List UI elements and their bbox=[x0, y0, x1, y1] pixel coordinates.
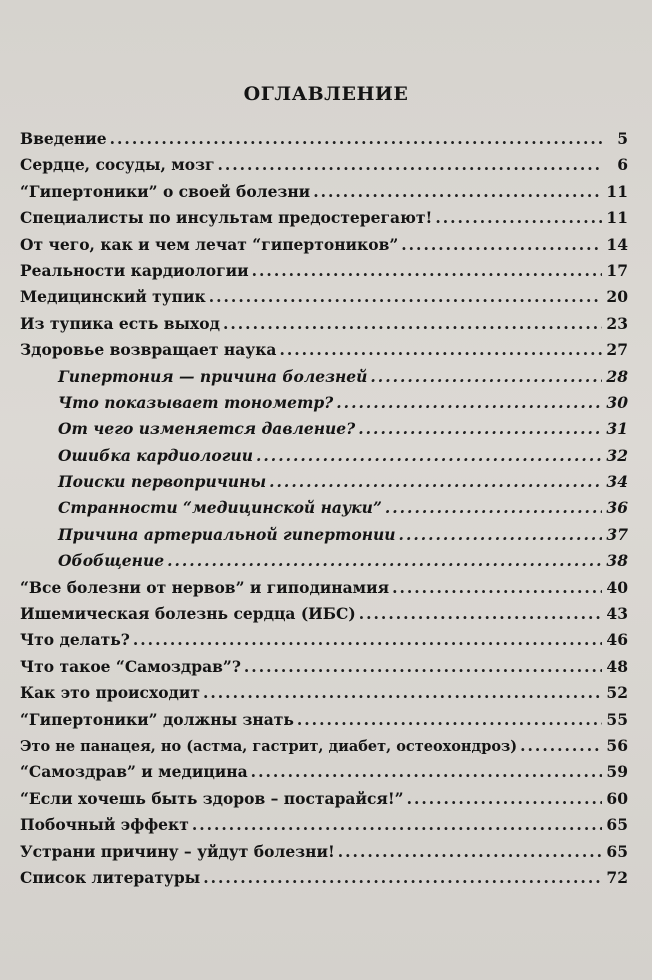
toc-page-number: 27 bbox=[606, 340, 628, 360]
page-title: ОГЛАВЛЕНИЕ bbox=[243, 82, 409, 105]
dot-leader bbox=[435, 208, 602, 227]
dot-leader bbox=[338, 842, 602, 861]
toc-entry-label: Это не панацея, но (астма, гастрит, диабет, остеохондроз) bbox=[20, 737, 518, 755]
dot-leader bbox=[392, 578, 602, 597]
toc-subentry bbox=[20, 367, 628, 393]
toc-entry-label: Ошибка кардиологии bbox=[58, 445, 253, 465]
toc-entry-label: Здоровье возвращает наука bbox=[20, 340, 277, 360]
toc-entry bbox=[20, 129, 628, 155]
toc-entry-label: “Гипертоники” должны знать bbox=[20, 709, 294, 729]
dot-leader bbox=[251, 762, 602, 781]
dot-leader bbox=[192, 815, 602, 834]
toc-page-number: 52 bbox=[606, 683, 628, 703]
dot-leader bbox=[520, 736, 602, 755]
toc-entry-label: Устрани причину – уйдут болезни! bbox=[20, 841, 335, 861]
toc-page-number: 36 bbox=[606, 498, 628, 518]
toc-page-number: 34 bbox=[606, 472, 628, 492]
toc-entry-label: От чего изменяется давление? bbox=[58, 419, 356, 439]
dot-leader bbox=[359, 604, 602, 623]
toc-entry bbox=[20, 762, 628, 788]
toc-page-number: 23 bbox=[606, 313, 628, 333]
dot-leader bbox=[209, 287, 602, 306]
toc-page-number: 65 bbox=[606, 841, 628, 861]
toc-entry-label: Причина артериальной гипертонии bbox=[58, 524, 396, 544]
dot-leader bbox=[252, 261, 602, 280]
toc-subentry bbox=[20, 498, 628, 524]
toc-entry bbox=[20, 868, 628, 894]
toc-entry-label: Обобщение bbox=[58, 551, 165, 571]
toc-entry bbox=[20, 683, 628, 709]
toc-entry bbox=[20, 261, 628, 287]
toc-subentry bbox=[20, 525, 628, 551]
toc-page-number: 11 bbox=[606, 208, 628, 228]
toc-entry-label: Из тупика есть выход bbox=[20, 313, 220, 333]
toc-entry bbox=[20, 604, 628, 630]
toc-entry bbox=[20, 815, 628, 841]
toc-page-number: 59 bbox=[606, 762, 628, 782]
toc-subentry bbox=[20, 393, 628, 419]
toc-entry-label: Ишемическая болезнь сердца (ИБС) bbox=[20, 604, 356, 624]
toc-entry-label: Специалисты по инсультам предостерегают! bbox=[20, 208, 433, 228]
dot-leader bbox=[110, 129, 602, 148]
toc-subentry bbox=[20, 472, 628, 498]
toc-entry bbox=[20, 736, 628, 762]
toc-page-number: 48 bbox=[606, 656, 628, 676]
dot-leader bbox=[167, 551, 602, 570]
toc-entry-label: “Все болезни от нервов” и гиподинамия bbox=[20, 577, 390, 597]
toc-page-number: 14 bbox=[606, 234, 628, 254]
toc-entry-label: Гипертония — причина болезней bbox=[58, 366, 368, 386]
toc-page-number: 55 bbox=[606, 709, 628, 729]
dot-leader bbox=[336, 393, 602, 412]
toc-entry bbox=[20, 314, 628, 340]
toc-page-number: 17 bbox=[606, 260, 628, 280]
toc-page-number: 20 bbox=[606, 287, 628, 307]
toc-page-number: 32 bbox=[606, 445, 628, 465]
toc-page-number: 60 bbox=[606, 788, 628, 808]
toc-entry bbox=[20, 340, 628, 366]
table-of-contents bbox=[20, 129, 628, 894]
toc-page-number: 43 bbox=[606, 604, 628, 624]
toc-entry-label: Медицинский тупик bbox=[20, 287, 206, 307]
dot-leader bbox=[203, 683, 602, 702]
toc-entry-label: Реальности кардиологии bbox=[20, 260, 249, 280]
dot-leader bbox=[203, 868, 602, 887]
toc-entry bbox=[20, 630, 628, 656]
toc-page-number: 40 bbox=[606, 577, 628, 597]
toc-page-number: 11 bbox=[606, 181, 628, 201]
toc-entry bbox=[20, 287, 628, 313]
dot-leader bbox=[244, 657, 602, 676]
dot-leader bbox=[133, 630, 602, 649]
toc-page-number: 6 bbox=[617, 155, 628, 175]
dot-leader bbox=[269, 472, 602, 491]
toc-entry-label: Сердце, сосуды, мозг bbox=[20, 155, 215, 175]
toc-entry-label: От чего, как и чем лечат “гипертоников” bbox=[20, 234, 399, 254]
toc-entry-label: Побочный эффект bbox=[20, 815, 189, 835]
dot-leader bbox=[217, 155, 602, 174]
toc-entry bbox=[20, 155, 628, 181]
toc-entry-label: Список литературы bbox=[20, 867, 201, 887]
toc-page-number: 5 bbox=[617, 129, 628, 148]
toc-entry-label: Введение bbox=[20, 129, 107, 148]
toc-entry-label: Как это происходит bbox=[20, 683, 200, 703]
toc-page-number: 38 bbox=[606, 551, 628, 571]
dot-leader bbox=[407, 789, 602, 808]
dot-leader bbox=[223, 314, 602, 333]
toc-entry-label: Что такое “Самоздрав”? bbox=[20, 656, 241, 676]
toc-entry bbox=[20, 842, 628, 868]
dot-leader bbox=[279, 340, 602, 359]
dot-leader bbox=[399, 525, 602, 544]
toc-entry bbox=[20, 789, 628, 815]
toc-entry-label: Что делать? bbox=[20, 630, 130, 650]
dot-leader bbox=[370, 367, 602, 386]
toc-entry bbox=[20, 235, 628, 261]
toc-page-number: 28 bbox=[606, 366, 628, 386]
toc-page-number: 46 bbox=[606, 630, 628, 650]
toc-subentry bbox=[20, 419, 628, 445]
toc-entry-label: “Если хочешь быть здоров – постарайся!” bbox=[20, 788, 404, 808]
toc-entry bbox=[20, 710, 628, 736]
toc-page-number: 72 bbox=[606, 867, 628, 887]
dot-leader bbox=[358, 419, 602, 438]
toc-page-number: 30 bbox=[606, 392, 628, 412]
toc-subentry bbox=[20, 551, 628, 577]
toc-entry-label: “Самоздрав” и медицина bbox=[20, 762, 248, 782]
toc-entry bbox=[20, 578, 628, 604]
dot-leader bbox=[313, 182, 602, 201]
toc-entry-label: “Гипертоники” о своей болезни bbox=[20, 181, 311, 201]
toc-entry-label: Странности “медицинской науки” bbox=[58, 498, 382, 518]
toc-page-number: 31 bbox=[606, 419, 628, 439]
toc-entry bbox=[20, 208, 628, 234]
dot-leader bbox=[385, 498, 602, 517]
dot-leader bbox=[401, 235, 602, 254]
toc-page-number: 56 bbox=[606, 735, 628, 755]
dot-leader bbox=[256, 446, 602, 465]
toc-entry-label: Что показывает тонометр? bbox=[58, 392, 334, 412]
toc-entry bbox=[20, 657, 628, 683]
toc-entry bbox=[20, 182, 628, 208]
toc-page-number: 37 bbox=[606, 524, 628, 544]
toc-entry-label: Поиски первопричины bbox=[58, 472, 267, 492]
dot-leader bbox=[297, 710, 602, 729]
toc-page-number: 65 bbox=[606, 815, 628, 835]
toc-subentry bbox=[20, 446, 628, 472]
